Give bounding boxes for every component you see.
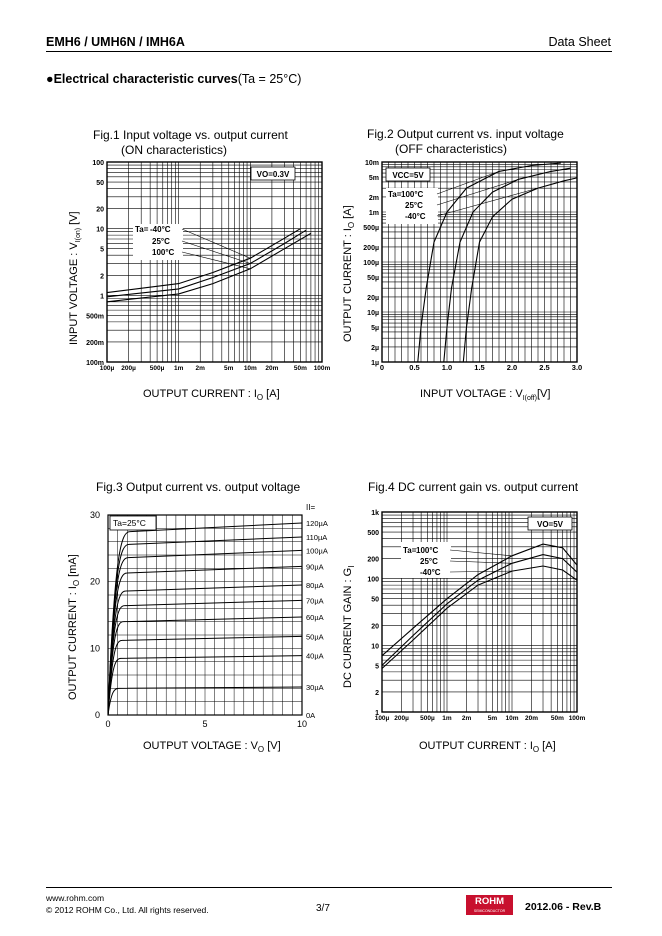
x-tick-label: 0 [105,719,111,729]
fig1-title: Fig.1 Input voltage vs. output current [93,128,288,142]
y-tick-label: 100µ [363,260,379,267]
legend-leader [450,571,512,572]
x-tick-label: 50m [550,715,564,722]
y-tick-label: 2m [368,194,379,202]
x-tick-label: 20m [525,715,539,722]
x-tick-label: 2m [461,715,472,722]
header-rule [46,51,612,52]
y-tick-label: 0 [94,710,100,720]
legend-title: Ta= [403,546,417,555]
x-tick-label: 50m [293,365,307,372]
y-tick-label: 1k [371,510,379,517]
series-label: 50µA [306,632,324,642]
y-tick-label: 5m [368,175,379,183]
condition-label: VO=0.3V [256,170,290,179]
y-tick-label: 5 [100,246,104,254]
fig3-ylabel: OUTPUT CURRENT : $I_O$ [mA] [67,554,82,700]
x-tick-label: 100µ [374,715,390,722]
fig2-xlabel: INPUT VOLTAGE : $V_{I(off)}[V]$ [420,388,551,403]
y-tick-label: 20 [96,206,104,214]
x-tick-label: 500µ [420,715,435,722]
y-tick-label: 5µ [371,325,379,333]
y-tick-label: 50µ [367,275,379,283]
legend-title: Ta= [135,225,149,234]
x-tick-label: 10m [505,715,519,722]
legend-leader [437,179,519,205]
x-tick-label: 3.0 [571,363,583,372]
y-tick-label: 2µ [371,344,379,352]
section-heading [46,72,301,86]
x-tick-label: 1.5 [474,363,485,372]
x-tick-label: 2m [195,365,205,372]
series-label: 110µA [306,533,328,542]
x-tick-label: 2.5 [539,363,550,372]
x-tick-label: 1m [442,715,452,722]
y-tick-label: 50 [371,596,379,604]
y-tick-label: 2 [100,273,104,281]
legend-label: -40°C [420,568,441,577]
y-tick-label: 10µ [367,310,379,317]
header-title: EMH6 / UMH6N / IMH6A [46,35,185,49]
footer-url[interactable]: www.rohm.com [46,893,105,903]
x-tick-label: 2.0 [506,363,518,372]
y-tick-label: 10 [96,226,104,234]
series-label: 90µA [306,562,324,572]
page-number: 3/7 [316,903,330,914]
fig1-chart [55,155,330,380]
x-tick-label: 10 [296,719,308,729]
condition-label: VCC=5V [392,171,424,180]
condition-label: Ta=25°C [113,518,146,528]
fig1-ylabel: INPUT VOLTAGE : $V_{I(on)}$ [V] [68,211,83,345]
y-tick-label: 5 [375,663,379,671]
fig3-xlabel: OUTPUT VOLTAGE : $V_O$ [V] [143,740,281,755]
series-label: 80µA [306,581,324,590]
fig1-subtitle: (ON characteristics) [121,143,228,157]
y-tick-label: 30 [89,510,100,520]
fig2-title: Fig.2 Output current vs. input voltage [367,127,564,141]
x-tick-label: 200µ [394,715,409,722]
y-tick-label: 200µ [363,244,379,252]
condition-label: VO=5V [536,520,564,529]
bullet-icon: ● [46,72,54,86]
x-tick-label: 5 [202,719,208,729]
legend-title: Ta= [388,190,402,199]
series-label: 100µA [306,546,328,556]
y-tick-label: 100m [86,360,104,367]
y-tick-label: 1m [368,210,379,217]
series-line [444,168,571,362]
y-tick-label: 20 [371,623,379,631]
x-tick-label: 5m [487,715,498,722]
footer-rule [46,887,612,888]
fig2-chart [330,155,610,380]
legend-leader [437,171,499,194]
legend-label: 100°C [401,190,424,199]
y-tick-label: 20µ [367,294,379,302]
fig4-title: Fig.4 DC current gain vs. output current [368,480,579,494]
x-tick-label: 100m [313,365,330,372]
y-tick-label: 1µ [371,360,379,367]
x-tick-label: 10m [243,365,257,372]
rohm-logo: ROHM SEMICONDUCTOR [466,895,513,915]
header-doc-type: Data Sheet [548,35,611,49]
series-label: 70µA [306,596,324,606]
y-tick-label: 500m [86,313,104,321]
y-tick-label: 20 [89,576,100,587]
series-label: 120µA [306,519,328,528]
fig3-chart [55,500,345,735]
series-label: 60µA [306,613,324,622]
revision: 2012.06 - Rev.B [525,901,602,913]
plot-frame [107,162,322,362]
x-tick-label: 100m [568,715,586,722]
legend-title: II= [306,503,316,512]
footer-copyright: © 2012 ROHM Co., Ltd. All rights reserved. [46,905,209,915]
legend-leader [450,550,512,556]
x-tick-label: 100µ [99,365,115,372]
fig4-chart [330,505,610,730]
series-label: 40µA [306,651,324,661]
y-tick-label: 50 [96,180,104,188]
legend-label: 100°C [152,248,175,257]
y-tick-label: 1 [375,710,379,717]
fig4-ylabel: DC CURRENT GAIN : $G_I$ [342,565,357,688]
fig2-subtitle: (OFF characteristics) [395,142,508,156]
x-tick-label: 20m [265,365,279,372]
series-label: 0A [306,711,316,720]
y-tick-label: 1 [100,293,104,301]
x-tick-label: 1.0 [441,363,453,372]
x-tick-label: 0.5 [409,363,420,372]
legend-label: 25°C [152,237,170,246]
legend-label: 25°C [405,201,423,210]
x-tick-label: 0 [379,363,385,372]
y-tick-label: 500µ [363,225,379,233]
legend-label: 100°C [416,546,439,555]
fig3-title: Fig.3 Output current vs. output voltage [96,480,301,494]
y-tick-label: 200m [86,339,104,347]
x-tick-label: 1m [173,365,184,372]
legend-label: -40°C [150,225,171,234]
fig2-ylabel: OUTPUT CURRENT : $I_O$ [A] [342,205,357,342]
x-tick-label: 5m [224,365,234,372]
y-tick-label: 2 [375,689,379,697]
series-label: 30µA [306,683,324,692]
y-tick-label: 10m [364,160,379,167]
section-title: Electrical characteristic curves [53,72,238,86]
y-tick-label: 100 [367,576,379,584]
fig1-xlabel: OUTPUT CURRENT : $I_O$ [A] [143,388,280,403]
section-condition: (Ta = 25°C) [237,72,302,86]
y-tick-label: 10 [371,643,379,651]
x-tick-label: 200µ [121,365,136,372]
series-line [382,566,577,669]
y-tick-label: 100 [92,160,104,167]
y-tick-label: 500 [367,530,379,538]
legend-label: -40°C [405,212,426,221]
fig4-xlabel: OUTPUT CURRENT : $I_O$ [A] [419,740,556,755]
x-tick-label: 500µ [149,365,165,372]
y-tick-label: 200 [367,556,379,564]
legend-label: 25°C [420,557,438,566]
y-tick-label: 10 [89,643,100,654]
